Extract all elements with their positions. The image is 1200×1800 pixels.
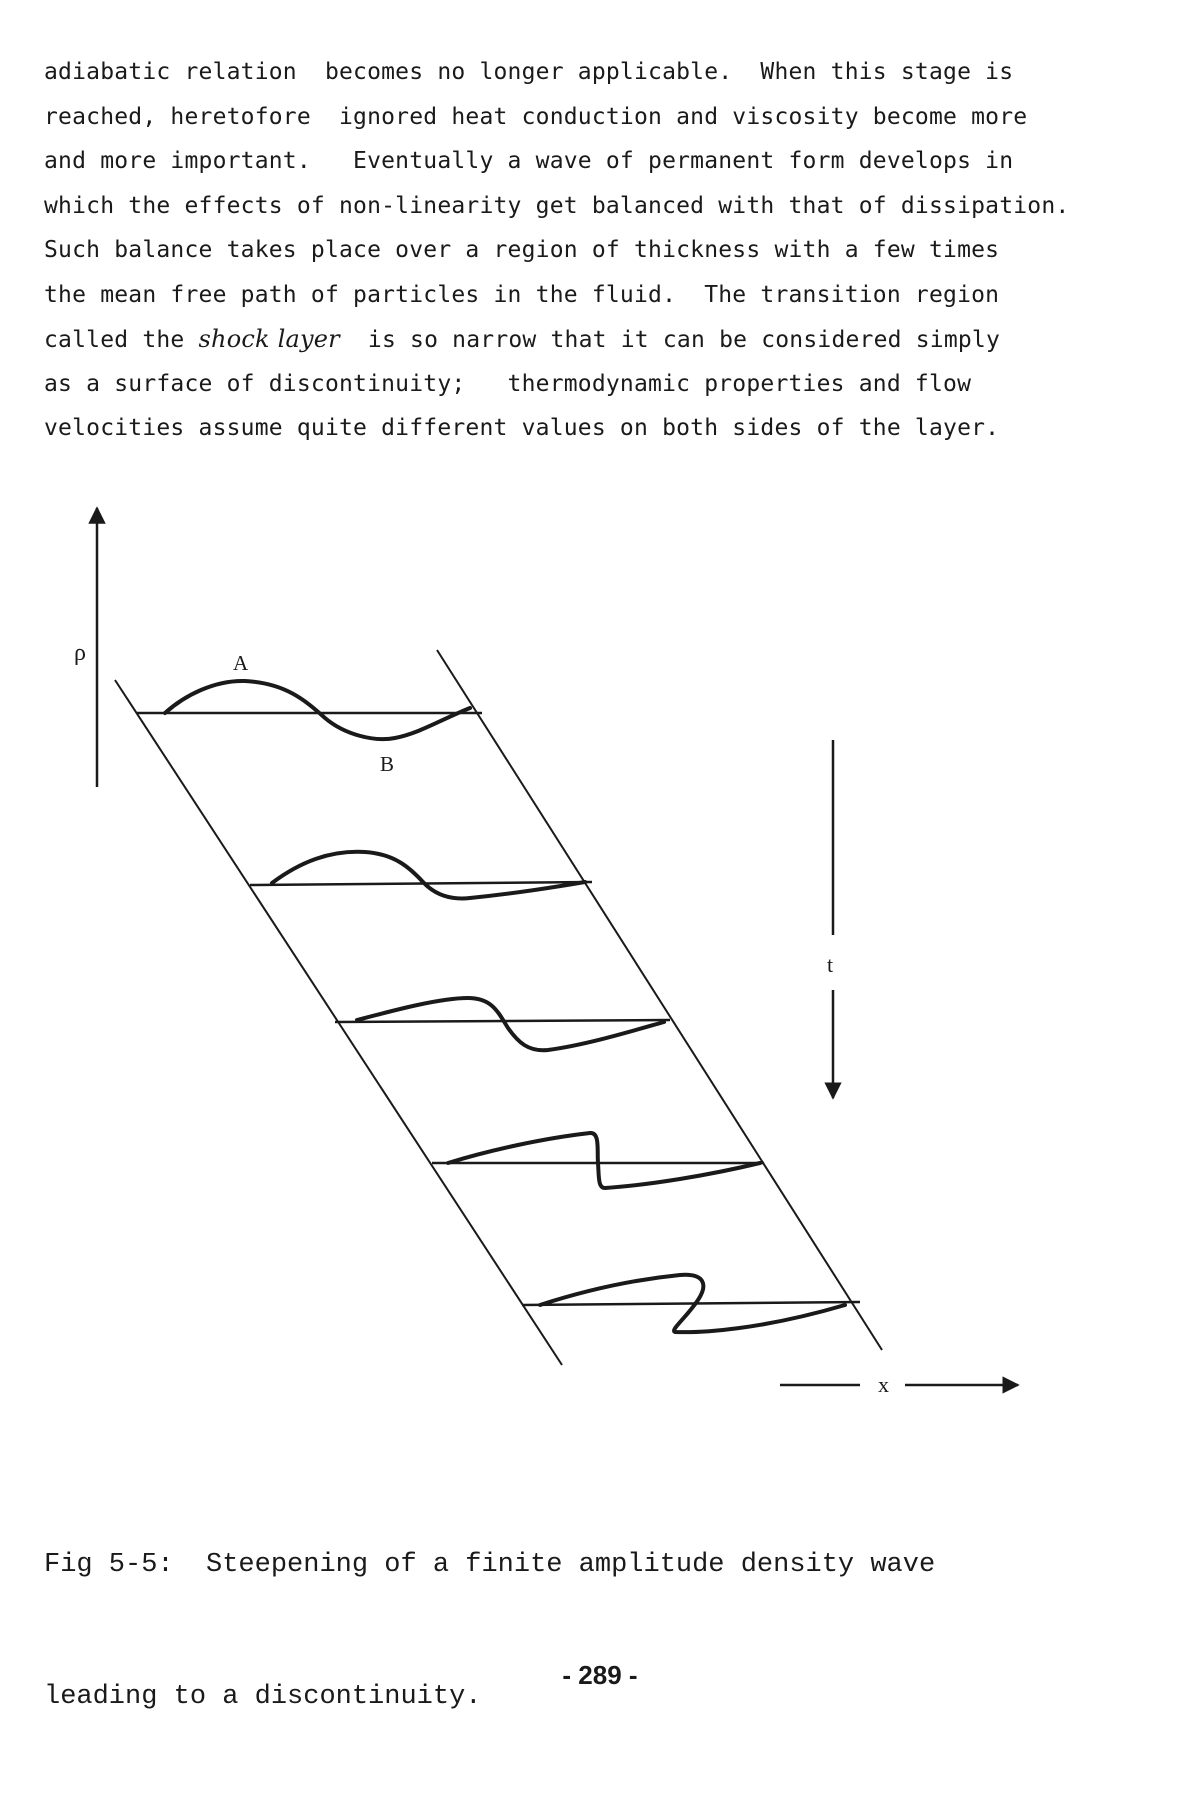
rho-axis-label: ρ [74,640,86,666]
figure-caption [44,1455,1144,1763]
body-line [44,406,1154,451]
text-segment: adiabatic relation becomes no longer applicable. When this stage is [44,59,1014,85]
page-number: - 289 - [562,1660,638,1690]
stage-5-baseline [522,1302,860,1305]
text-segment: Such balance takes place over a region of thickness with a few times [44,237,1000,263]
caption-line-2: leading to a discontinuity. [44,1682,482,1712]
right-boundary-line [437,650,882,1350]
stage-1-waveform [165,681,470,739]
wave-stage-4 [432,1133,764,1188]
italic-term: shock layer [198,325,340,353]
body-line [44,139,1154,184]
wave-stage-3 [335,998,670,1050]
body-line [44,273,1154,318]
text-segment: as a surface of discontinuity; thermodynamic properties and flow [44,370,972,397]
text-segment: which the effects of non-linearity get balanced with that of dissipation. [44,192,1070,219]
text-segment: and more important. Eventually a wave of permanent form develops in [44,148,1014,174]
body-line [44,95,1154,140]
wave-stage-2 [250,852,592,899]
time-label: t [827,952,834,977]
body-line [44,317,1154,362]
text-segment: is so narrow that it can be considered simply [339,327,1001,353]
text-segment: reached, heretofore ignored heat conduction and viscosity become more [44,103,1028,130]
wave-stage-5 [522,1275,860,1332]
body-line [44,362,1154,407]
label-a: A [233,651,249,675]
caption-line-1: Fig 5-5: Steepening of a finite amplitude density wave [44,1550,936,1580]
body-text [44,50,1154,451]
label-b: B [380,752,395,776]
stage-2-waveform [272,852,585,899]
body-line [44,228,1154,273]
body-line [44,50,1154,95]
text-segment: the mean free path of particles in the fluid. The transition region [44,281,1000,308]
wave-stage-1 [137,681,482,739]
x-axis-label: x [878,1372,889,1397]
text-segment: velocities assume quite different values on both sides of the layer. [44,415,1000,441]
stage-3-waveform [357,998,664,1050]
shock-steepening-figure [0,480,1200,1440]
body-line [44,184,1154,229]
stage-4-waveform [448,1133,760,1188]
text-segment: called the [44,327,199,353]
